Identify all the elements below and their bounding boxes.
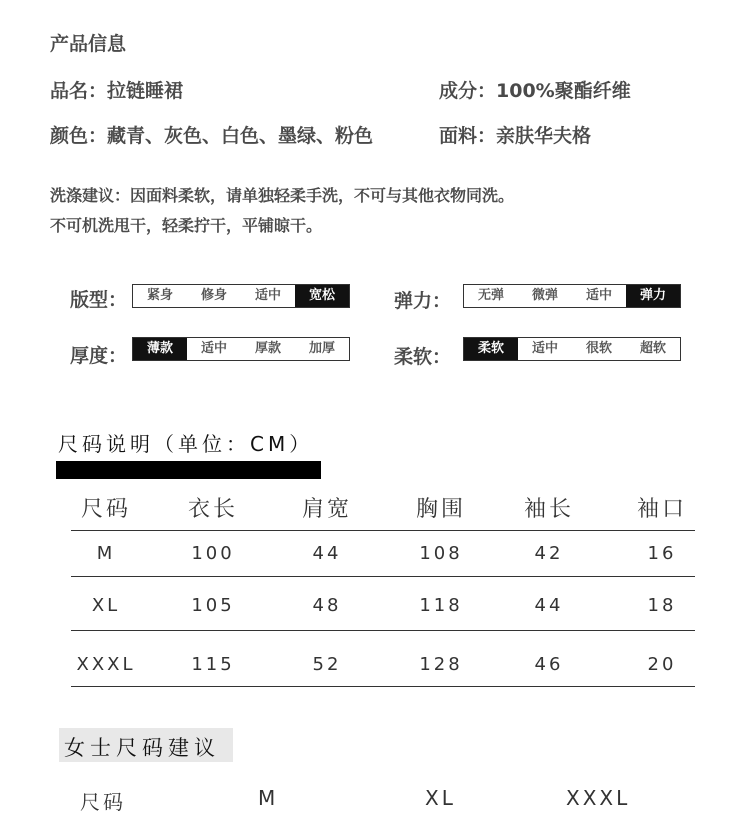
table-cell: 115 xyxy=(191,654,235,675)
table-cell: XXXL xyxy=(76,654,136,675)
elasticity-option: 适中 xyxy=(585,288,612,303)
thickness-option: 加厚 xyxy=(308,341,335,356)
wash-advice-line-1: 洗涤建议：因面料柔软，请单独轻柔手洗，不可与其他衣物同洗。 xyxy=(50,186,515,205)
women-size-column: XXXL xyxy=(566,786,631,810)
table-cell: 42 xyxy=(534,543,564,564)
table-cell: 46 xyxy=(534,654,564,675)
women-size-column: M xyxy=(258,786,279,810)
table-cell: M xyxy=(96,543,116,564)
women-size-title: 女士尺码建议 xyxy=(64,736,220,760)
table-rule xyxy=(71,630,695,631)
table-cell: 44 xyxy=(312,543,342,564)
thickness-option: 适中 xyxy=(200,341,227,356)
table-cell: 108 xyxy=(419,543,463,564)
size-header: 衣长 xyxy=(187,497,238,522)
elasticity-option: 无弹 xyxy=(477,288,504,303)
softness-option: 柔软 xyxy=(464,338,518,360)
size-chart-title: 尺码说明（单位：CM） xyxy=(58,432,314,456)
size-header: 肩宽 xyxy=(301,497,352,522)
product-composition: 成分：100%聚酯纤维 xyxy=(439,80,631,102)
size-header: 胸围 xyxy=(415,497,466,522)
table-cell: 118 xyxy=(419,595,463,616)
softness-scale xyxy=(463,337,681,361)
table-rule xyxy=(71,530,695,531)
thickness-scale xyxy=(132,337,350,361)
size-header: 尺码 xyxy=(80,497,131,522)
softness-label: 柔软： xyxy=(394,346,452,368)
table-cell: XL xyxy=(91,595,121,616)
table-cell: 48 xyxy=(312,595,342,616)
table-cell: 18 xyxy=(647,595,677,616)
size-header: 袖长 xyxy=(523,497,574,522)
elasticity-option: 微弹 xyxy=(531,288,558,303)
table-cell: 105 xyxy=(191,595,235,616)
elasticity-scale xyxy=(463,284,681,308)
softness-option: 很软 xyxy=(585,341,612,356)
fit-option: 修身 xyxy=(200,288,227,303)
fit-option: 宽松 xyxy=(295,285,349,307)
fit-option: 适中 xyxy=(254,288,281,303)
product-colors: 颜色：藏青、灰色、白色、墨绿、粉色 xyxy=(50,125,374,147)
product-fabric: 面料：亲肤华夫格 xyxy=(439,125,592,147)
thickness-option: 厚款 xyxy=(254,341,281,356)
table-cell: 16 xyxy=(647,543,677,564)
table-cell: 20 xyxy=(647,654,677,675)
fit-option: 紧身 xyxy=(146,288,173,303)
fit-label: 版型： xyxy=(70,289,128,311)
size-header: 袖口 xyxy=(636,497,687,522)
table-rule xyxy=(71,576,695,577)
women-size-column: 尺码 xyxy=(80,790,126,814)
thickness-label: 厚度： xyxy=(70,345,128,367)
size-chart-title-bar xyxy=(56,461,321,479)
product-name: 品名：拉链睡裙 xyxy=(50,80,184,102)
softness-option: 超软 xyxy=(639,341,666,356)
product-info-title: 产品信息 xyxy=(50,33,127,55)
table-cell: 100 xyxy=(191,543,235,564)
fit-scale xyxy=(132,284,350,308)
elasticity-option: 弹力 xyxy=(626,285,680,307)
table-rule xyxy=(71,686,695,687)
wash-advice-line-2: 不可机洗甩干，轻柔拧干，平铺晾干。 xyxy=(50,216,323,235)
elasticity-label: 弹力： xyxy=(394,290,452,312)
table-cell: 128 xyxy=(419,654,463,675)
table-cell: 44 xyxy=(534,595,564,616)
table-cell: 52 xyxy=(312,654,342,675)
softness-option: 适中 xyxy=(531,341,558,356)
women-size-column: XL xyxy=(425,786,456,810)
thickness-option: 薄款 xyxy=(133,338,187,360)
